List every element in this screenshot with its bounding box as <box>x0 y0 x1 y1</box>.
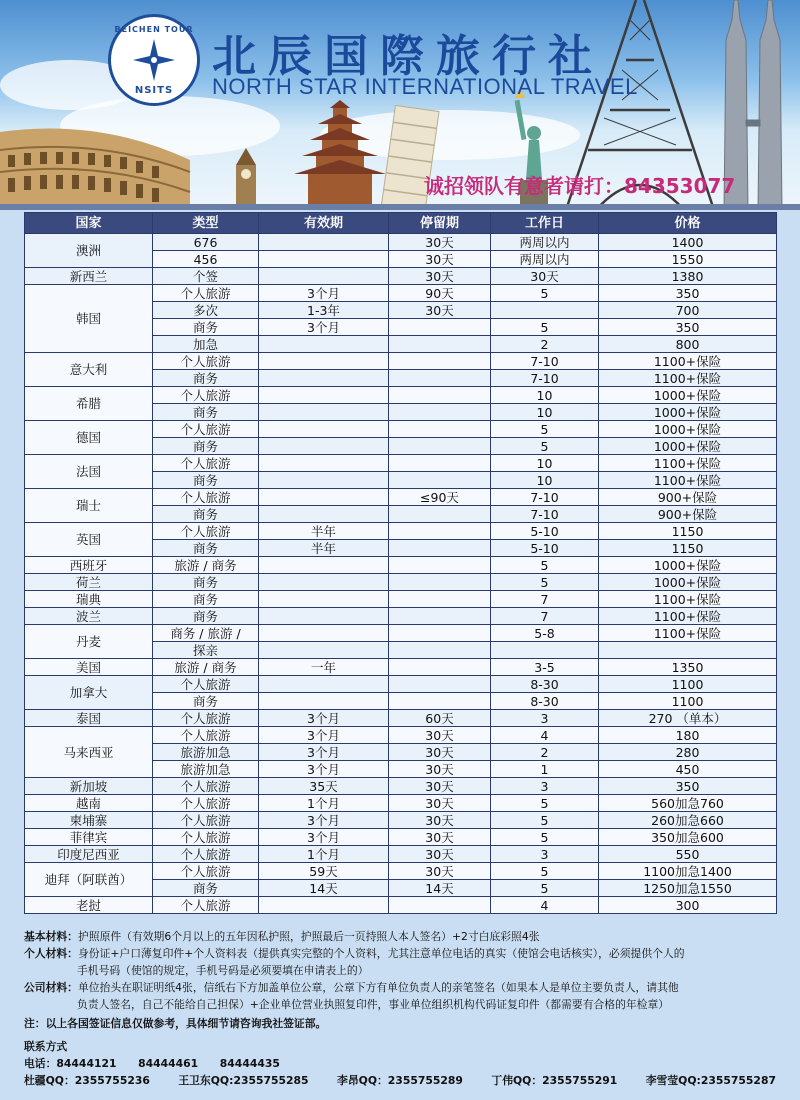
table-row <box>25 455 777 472</box>
validity-cell <box>259 370 389 387</box>
workdays-cell: 3 <box>491 710 599 727</box>
validity-cell: 3个月 <box>259 710 389 727</box>
workdays-cell: 7-10 <box>491 506 599 523</box>
footer-info <box>24 928 784 1089</box>
price-cell: 350 <box>599 285 777 302</box>
validity-cell: 1个月 <box>259 795 389 812</box>
price-cell: 180 <box>599 727 777 744</box>
country-cell: 法国 <box>25 455 153 489</box>
stay-cell <box>389 319 491 336</box>
price-cell: 900+保险 <box>599 489 777 506</box>
validity-cell <box>259 506 389 523</box>
price-cell: 700 <box>599 302 777 319</box>
stay-cell <box>389 659 491 676</box>
type-cell: 商务 <box>153 404 259 421</box>
price-cell: 1100+保险 <box>599 625 777 642</box>
type-cell: 个人旅游 <box>153 829 259 846</box>
price-cell: 350 <box>599 778 777 795</box>
price-cell: 1550 <box>599 251 777 268</box>
workdays-cell: 5-10 <box>491 540 599 557</box>
workdays-cell: 7-10 <box>491 489 599 506</box>
price-cell: 1000+保险 <box>599 438 777 455</box>
workdays-cell: 10 <box>491 404 599 421</box>
country-cell: 韩国 <box>25 285 153 353</box>
price-cell: 280 <box>599 744 777 761</box>
workdays-cell: 7 <box>491 608 599 625</box>
personal-materials <box>24 945 784 962</box>
table-row <box>25 778 777 795</box>
validity-cell: 半年 <box>259 540 389 557</box>
header-banner <box>0 0 800 210</box>
validity-cell <box>259 251 389 268</box>
validity-cell <box>259 353 389 370</box>
type-cell: 个签 <box>153 268 259 285</box>
table-row <box>25 625 777 642</box>
workdays-cell <box>491 642 599 659</box>
workdays-cell: 5-10 <box>491 523 599 540</box>
price-cell: 450 <box>599 761 777 778</box>
table-row <box>25 285 777 302</box>
price-cell: 260加急660 <box>599 812 777 829</box>
type-cell: 个人旅游 <box>153 676 259 693</box>
col-header-country: 国家 <box>25 213 153 234</box>
stay-cell <box>389 523 491 540</box>
stay-cell: 30天 <box>389 846 491 863</box>
type-cell: 个人旅游 <box>153 778 259 795</box>
stay-cell: ≤90天 <box>389 489 491 506</box>
type-cell: 商务 / 旅游 / <box>153 625 259 642</box>
stay-cell: 30天 <box>389 302 491 319</box>
workdays-cell <box>491 302 599 319</box>
workdays-cell: 7-10 <box>491 353 599 370</box>
price-cell: 1100+保险 <box>599 591 777 608</box>
country-cell: 荷兰 <box>25 574 153 591</box>
price-cell: 550 <box>599 846 777 863</box>
workdays-cell: 2 <box>491 336 599 353</box>
country-cell: 波兰 <box>25 608 153 625</box>
table-row <box>25 234 777 251</box>
type-cell: 个人旅游 <box>153 285 259 302</box>
workdays-cell: 10 <box>491 472 599 489</box>
table-header-row <box>25 213 777 234</box>
workdays-cell: 5 <box>491 557 599 574</box>
validity-cell <box>259 676 389 693</box>
big-ben-icon <box>236 148 256 210</box>
stay-cell <box>389 472 491 489</box>
personal-materials-text: 身份证+户口薄复印件+个人资料表（提供真实完整的个人资料，尤其注意单位电话的真实（使馆会电话核实），必须提供个人的 <box>77 947 685 960</box>
price-cell: 1150 <box>599 523 777 540</box>
workdays-cell: 5 <box>491 285 599 302</box>
type-cell: 商务 <box>153 540 259 557</box>
stay-cell <box>389 642 491 659</box>
validity-cell <box>259 625 389 642</box>
stay-cell: 30天 <box>389 744 491 761</box>
type-cell: 商务 <box>153 472 259 489</box>
price-cell: 1000+保险 <box>599 404 777 421</box>
workdays-cell: 5 <box>491 319 599 336</box>
country-cell: 马来西亚 <box>25 727 153 778</box>
table-row <box>25 421 777 438</box>
stay-cell: 30天 <box>389 727 491 744</box>
type-cell: 456 <box>153 251 259 268</box>
brand-name-en: NORTH STAR INTERNATIONAL TRAVEL <box>212 74 638 99</box>
qq-contact: 杜疆QQ：2355755236 <box>24 1074 150 1087</box>
col-header-price: 价格 <box>599 213 777 234</box>
workdays-cell: 5 <box>491 795 599 812</box>
validity-cell <box>259 489 389 506</box>
country-cell: 新加坡 <box>25 778 153 795</box>
table-row <box>25 523 777 540</box>
price-cell: 300 <box>599 897 777 914</box>
validity-cell <box>259 234 389 251</box>
workdays-cell: 3 <box>491 778 599 795</box>
workdays-cell: 3-5 <box>491 659 599 676</box>
basic-materials-label: 基本材料： <box>24 930 78 943</box>
stay-cell <box>389 387 491 404</box>
qq-contact: 丁伟QQ：2355755291 <box>491 1074 618 1087</box>
validity-cell <box>259 642 389 659</box>
validity-cell: 35天 <box>259 778 389 795</box>
workdays-cell: 7 <box>491 591 599 608</box>
validity-cell: 一年 <box>259 659 389 676</box>
table-row <box>25 727 777 744</box>
validity-cell <box>259 472 389 489</box>
validity-cell: 半年 <box>259 523 389 540</box>
company-materials-label: 公司材料： <box>24 981 78 994</box>
validity-cell: 3个月 <box>259 285 389 302</box>
type-cell: 商务 <box>153 591 259 608</box>
company-materials-text-cont: 负责人签名，自己不能给自己担保）+企业单位营业执照复印件，事业单位组织机构代码证复印件（都需要有合格的年检章） <box>77 998 670 1011</box>
workdays-cell: 8-30 <box>491 693 599 710</box>
basic-materials-text: 护照原件（有效期6个月以上的五年因私护照，护照最后一页持照人本人签名）+2寸白底彩照4张 <box>77 930 540 943</box>
stay-cell: 14天 <box>389 880 491 897</box>
recruit-notice: 诚招领队有意者请打：84353077 <box>424 174 736 198</box>
phone-line <box>24 1055 784 1072</box>
price-cell: 1000+保险 <box>599 574 777 591</box>
validity-cell: 14天 <box>259 880 389 897</box>
validity-cell <box>259 574 389 591</box>
workdays-cell: 5 <box>491 812 599 829</box>
price-cell: 1380 <box>599 268 777 285</box>
validity-cell <box>259 591 389 608</box>
type-cell: 个人旅游 <box>153 387 259 404</box>
workdays-cell: 3 <box>491 846 599 863</box>
type-cell: 探亲 <box>153 642 259 659</box>
table-body <box>25 234 777 914</box>
company-logo <box>108 14 200 106</box>
stay-cell <box>389 370 491 387</box>
country-cell: 瑞士 <box>25 489 153 523</box>
phone-label: 电话： <box>24 1057 57 1070</box>
country-cell: 意大利 <box>25 353 153 387</box>
stay-cell <box>389 336 491 353</box>
logo-top-text: BEICHEN TOUR <box>114 25 194 34</box>
stay-cell: 90天 <box>389 285 491 302</box>
validity-cell: 3个月 <box>259 744 389 761</box>
table-row <box>25 591 777 608</box>
price-cell: 1100+保险 <box>599 353 777 370</box>
price-cell: 900+保险 <box>599 506 777 523</box>
type-cell: 个人旅游 <box>153 523 259 540</box>
type-cell: 个人旅游 <box>153 846 259 863</box>
table-row <box>25 268 777 285</box>
qq-contact: 王卫东QQ:2355755285 <box>178 1074 309 1087</box>
stay-cell: 30天 <box>389 268 491 285</box>
phone-numbers: 84444121 84444461 84444435 <box>56 1057 280 1070</box>
price-cell: 1000+保险 <box>599 421 777 438</box>
table-row <box>25 659 777 676</box>
stay-cell <box>389 591 491 608</box>
workdays-cell: 10 <box>491 455 599 472</box>
table-row <box>25 387 777 404</box>
stay-cell: 30天 <box>389 829 491 846</box>
workdays-cell: 7-10 <box>491 370 599 387</box>
price-cell: 1100 <box>599 693 777 710</box>
table-row <box>25 812 777 829</box>
price-cell: 270 （单本） <box>599 710 777 727</box>
price-cell: 1000+保险 <box>599 387 777 404</box>
stay-cell: 30天 <box>389 234 491 251</box>
workdays-cell: 两周以内 <box>491 234 599 251</box>
stay-cell: 30天 <box>389 761 491 778</box>
price-cell <box>599 642 777 659</box>
country-cell: 加拿大 <box>25 676 153 710</box>
workdays-cell: 两周以内 <box>491 251 599 268</box>
stay-cell <box>389 540 491 557</box>
type-cell: 商务 <box>153 608 259 625</box>
table-row <box>25 608 777 625</box>
stay-cell: 30天 <box>389 863 491 880</box>
type-cell: 加急 <box>153 336 259 353</box>
price-cell: 1100+保险 <box>599 370 777 387</box>
stay-cell <box>389 353 491 370</box>
country-cell: 印度尼西亚 <box>25 846 153 863</box>
type-cell: 个人旅游 <box>153 727 259 744</box>
price-cell: 1250加急1550 <box>599 880 777 897</box>
stay-cell <box>389 676 491 693</box>
table-row <box>25 574 777 591</box>
price-cell: 560加急760 <box>599 795 777 812</box>
stay-cell <box>389 625 491 642</box>
type-cell: 多次 <box>153 302 259 319</box>
table-row <box>25 897 777 914</box>
workdays-cell: 30天 <box>491 268 599 285</box>
company-materials <box>24 979 784 996</box>
stay-cell <box>389 608 491 625</box>
type-cell: 个人旅游 <box>153 795 259 812</box>
north-star-icon <box>133 39 175 81</box>
validity-cell <box>259 438 389 455</box>
stay-cell <box>389 438 491 455</box>
col-header-stay: 停留期 <box>389 213 491 234</box>
type-cell: 旅游 / 商务 <box>153 557 259 574</box>
validity-cell <box>259 404 389 421</box>
type-cell: 商务 <box>153 506 259 523</box>
country-cell: 英国 <box>25 523 153 557</box>
logo-bottom-text: NSITS <box>134 85 174 96</box>
table-row <box>25 829 777 846</box>
validity-cell: 3个月 <box>259 761 389 778</box>
type-cell: 商务 <box>153 370 259 387</box>
validity-cell <box>259 268 389 285</box>
table-row <box>25 353 777 370</box>
country-cell: 泰国 <box>25 710 153 727</box>
validity-cell <box>259 608 389 625</box>
price-cell: 1400 <box>599 234 777 251</box>
stay-cell: 30天 <box>389 795 491 812</box>
price-cell: 350 <box>599 319 777 336</box>
workdays-cell: 5 <box>491 574 599 591</box>
stay-cell <box>389 421 491 438</box>
col-header-workdays: 工作日 <box>491 213 599 234</box>
validity-cell <box>259 455 389 472</box>
type-cell: 个人旅游 <box>153 489 259 506</box>
validity-cell: 3个月 <box>259 319 389 336</box>
table-row <box>25 557 777 574</box>
stay-cell: 30天 <box>389 251 491 268</box>
type-cell: 个人旅游 <box>153 353 259 370</box>
validity-cell: 3个月 <box>259 727 389 744</box>
validity-cell: 3个月 <box>259 812 389 829</box>
visa-price-table <box>24 212 777 914</box>
workdays-cell: 4 <box>491 897 599 914</box>
type-cell: 商务 <box>153 438 259 455</box>
stay-cell <box>389 574 491 591</box>
type-cell: 个人旅游 <box>153 812 259 829</box>
validity-cell <box>259 693 389 710</box>
price-cell: 1100+保险 <box>599 608 777 625</box>
price-cell: 1100+保险 <box>599 455 777 472</box>
workdays-cell: 5 <box>491 863 599 880</box>
table-row <box>25 710 777 727</box>
type-cell: 商务 <box>153 880 259 897</box>
type-cell: 旅游加急 <box>153 744 259 761</box>
qq-contact: 李昂QQ：2355755289 <box>337 1074 463 1087</box>
pagoda-icon <box>294 100 386 210</box>
contact-heading: 联系方式 <box>24 1040 68 1053</box>
country-cell: 德国 <box>25 421 153 455</box>
type-cell: 个人旅游 <box>153 421 259 438</box>
workdays-cell: 1 <box>491 761 599 778</box>
country-cell: 瑞典 <box>25 591 153 608</box>
col-header-validity: 有效期 <box>259 213 389 234</box>
type-cell: 商务 <box>153 574 259 591</box>
stay-cell <box>389 693 491 710</box>
price-cell: 350加急600 <box>599 829 777 846</box>
validity-cell <box>259 387 389 404</box>
validity-cell <box>259 336 389 353</box>
validity-cell <box>259 421 389 438</box>
type-cell: 个人旅游 <box>153 455 259 472</box>
country-cell: 美国 <box>25 659 153 676</box>
validity-cell: 1-3年 <box>259 302 389 319</box>
workdays-cell: 5 <box>491 438 599 455</box>
type-cell: 旅游 / 商务 <box>153 659 259 676</box>
country-cell: 老挝 <box>25 897 153 914</box>
price-cell: 1350 <box>599 659 777 676</box>
workdays-cell: 8-30 <box>491 676 599 693</box>
country-cell: 丹麦 <box>25 625 153 659</box>
stay-cell <box>389 897 491 914</box>
country-cell: 澳洲 <box>25 234 153 268</box>
company-materials-text: 单位抬头在职证明纸4张，信纸右下方加盖单位公章，公章下方有单位负责人的亲笔签名（如果本人是单位主要负责人，请其他 <box>77 981 679 994</box>
country-cell: 迪拜（阿联酋） <box>25 863 153 897</box>
table-row <box>25 863 777 880</box>
brand-name-cn: 北辰国際旅行社 <box>212 31 604 82</box>
price-cell: 1100 <box>599 676 777 693</box>
stay-cell: 60天 <box>389 710 491 727</box>
country-cell: 希腊 <box>25 387 153 421</box>
type-cell: 商务 <box>153 319 259 336</box>
stay-cell <box>389 455 491 472</box>
table-row <box>25 846 777 863</box>
type-cell: 个人旅游 <box>153 897 259 914</box>
type-cell: 商务 <box>153 693 259 710</box>
price-cell: 1150 <box>599 540 777 557</box>
type-cell: 个人旅游 <box>153 710 259 727</box>
stay-cell: 30天 <box>389 812 491 829</box>
validity-cell: 1个月 <box>259 846 389 863</box>
qq-contact: 李雪莹QQ:2355755287 <box>645 1074 776 1087</box>
price-cell: 1100加急1400 <box>599 863 777 880</box>
stay-cell: 30天 <box>389 778 491 795</box>
country-cell: 新西兰 <box>25 268 153 285</box>
country-cell: 越南 <box>25 795 153 812</box>
col-header-type: 类型 <box>153 213 259 234</box>
validity-cell: 3个月 <box>259 829 389 846</box>
qq-contacts <box>24 1072 776 1089</box>
table-row <box>25 795 777 812</box>
country-cell: 柬埔寨 <box>25 812 153 829</box>
validity-cell <box>259 897 389 914</box>
disclaimer-note: 注：以上各国签证信息仅做参考，具体细节请咨询我社签证部。 <box>24 1017 327 1030</box>
country-cell: 西班牙 <box>25 557 153 574</box>
workdays-cell: 4 <box>491 727 599 744</box>
colosseum-icon <box>0 129 190 211</box>
workdays-cell: 2 <box>491 744 599 761</box>
stay-cell <box>389 404 491 421</box>
type-cell: 个人旅游 <box>153 863 259 880</box>
price-cell: 800 <box>599 336 777 353</box>
personal-materials-text-cont: 手机号码（使馆的规定，手机号码是必须要填在申请表上的） <box>77 964 369 977</box>
basic-materials <box>24 928 784 945</box>
validity-cell: 59天 <box>259 863 389 880</box>
country-cell: 菲律宾 <box>25 829 153 846</box>
table-row <box>25 676 777 693</box>
workdays-cell: 5-8 <box>491 625 599 642</box>
workdays-cell: 5 <box>491 421 599 438</box>
workdays-cell: 5 <box>491 829 599 846</box>
type-cell: 676 <box>153 234 259 251</box>
personal-materials-label: 个人材料： <box>24 947 78 960</box>
workdays-cell: 10 <box>491 387 599 404</box>
price-cell: 1000+保险 <box>599 557 777 574</box>
validity-cell <box>259 557 389 574</box>
table-row <box>25 489 777 506</box>
type-cell: 旅游加急 <box>153 761 259 778</box>
workdays-cell: 5 <box>491 880 599 897</box>
stay-cell <box>389 557 491 574</box>
price-cell: 1100+保险 <box>599 472 777 489</box>
stay-cell <box>389 506 491 523</box>
